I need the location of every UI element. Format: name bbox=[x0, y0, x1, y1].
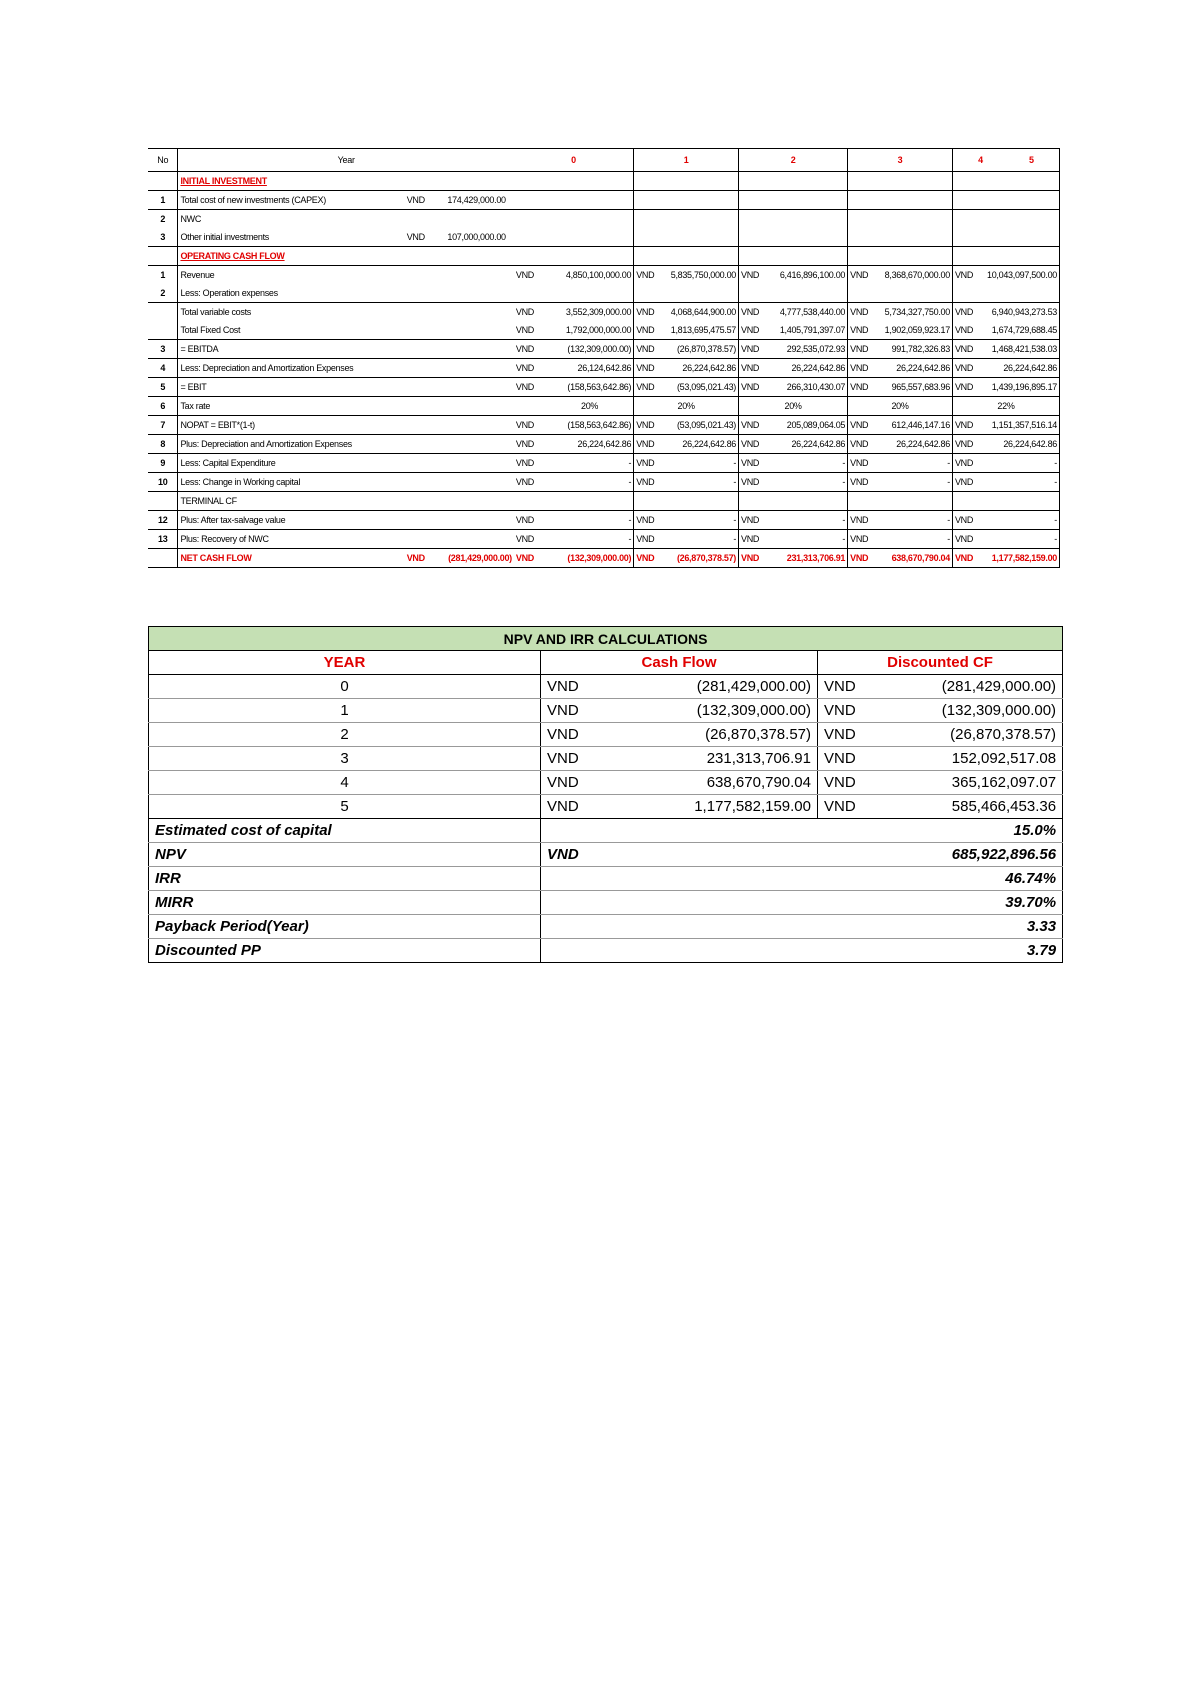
year-4: 4 bbox=[978, 155, 983, 165]
row-other-initial: 3 Other initial investments VND 107,000,000.00 bbox=[148, 228, 1060, 247]
row-label: Less: Capital Expenditure bbox=[178, 454, 514, 473]
year-5: 5 bbox=[1029, 155, 1034, 165]
row-label: Total variable costs bbox=[178, 303, 514, 322]
row-label: Plus: Recovery of NWC bbox=[178, 530, 514, 549]
payback-label: Payback Period(Year) bbox=[149, 915, 541, 939]
discounted-pp-value: 3.79 bbox=[541, 939, 1063, 963]
row-ebitda: 3 = EBITDA VND (132,309,000.00) VND (26,870,378.57) VND 292,535,072.93 VND 991,782,326.83 VND 1,468,421,538.03 bbox=[148, 340, 1060, 359]
row-nopat: 7 NOPAT = EBIT*(1-t) VND (158,563,642.86) VND (53,095,021.43) VND 205,089,064.05 VND 612,446,147.16 VND 1,151,357,516.14 bbox=[148, 416, 1060, 435]
row-depreciation: 4 Less: Depreciation and Amortization Expenses VND 26,124,642.86 VND 26,224,642.86 VND 26,224,642.86 VND 26,224,642.86 VND 26,224,642.86 bbox=[148, 359, 1060, 378]
year-0: 0 bbox=[514, 149, 634, 172]
section-label: OPERATING CASH FLOW bbox=[178, 247, 634, 266]
row-label: Less: Operation expenses bbox=[180, 288, 278, 298]
row-label: = EBITDA bbox=[178, 340, 514, 359]
col-discounted-header: Discounted CF bbox=[818, 651, 1063, 675]
row-tax-rate: 6 Tax rate 20% 20% 20% 20% 22% bbox=[148, 397, 1060, 416]
npv-row-year-3: 3 VND 231,313,706.91 VND 152,092,517.08 bbox=[149, 747, 1063, 771]
row-label: Plus: After tax-salvage value bbox=[178, 511, 514, 530]
row-label: Revenue bbox=[178, 266, 514, 285]
row-plus-depreciation: 8 Plus: Depreciation and Amortization Expenses VND 26,224,642.86 VND 26,224,642.86 VND 26,224,642.86 VND 26,224,642.86 VND 26,224,642.86 bbox=[148, 435, 1060, 454]
col-year-header: YEAR bbox=[149, 651, 541, 675]
npv-value: 685,922,896.56 bbox=[631, 843, 1063, 867]
npv-row-year-2: 2 VND (26,870,378.57) VND (26,870,378.57) bbox=[149, 723, 1063, 747]
irr-value: 46.74% bbox=[541, 867, 1063, 891]
row-label: Plus: Depreciation and Amortization Expenses bbox=[178, 435, 514, 454]
row-label: NET CASH FLOW bbox=[178, 549, 405, 568]
npv-irr-table bbox=[148, 626, 1063, 963]
mirr-row bbox=[149, 891, 1063, 915]
row-capex: 1 Total cost of new investments (CAPEX) VND 174,429,000.00 bbox=[148, 191, 1060, 210]
unit: VND bbox=[406, 232, 425, 242]
cost-of-capital-value: 15.0% bbox=[541, 819, 1063, 843]
npv-row-year-0: 0 VND (281,429,000.00) VND (281,429,000.00) bbox=[149, 675, 1063, 699]
section-initial-investment bbox=[148, 172, 1060, 191]
npv-label: NPV bbox=[149, 843, 541, 867]
sheet-header-row bbox=[148, 149, 1060, 172]
year-3: 3 bbox=[848, 149, 953, 172]
row-salvage: 12 Plus: After tax-salvage value VND - VND - VND - VND - VND - bbox=[148, 511, 1060, 530]
col-no: No bbox=[148, 149, 178, 172]
row-revenue: 1 Revenue VND 4,850,100,000.00 VND 5,835,750,000.00 VND 6,416,896,100.00 VND 8,368,670,000.00 VND 10,043,097,500.00 bbox=[148, 266, 1060, 285]
irr-row bbox=[149, 867, 1063, 891]
row-label: NWC bbox=[178, 210, 405, 229]
npv-column-header bbox=[149, 651, 1063, 675]
mirr-value: 39.70% bbox=[541, 891, 1063, 915]
row-variable-costs: Total variable costs VND 3,552,309,000.00 VND 4,068,644,900.00 VND 4,777,538,440.00 VND 5,734,327,750.00 VND 6,940,943,273.53 bbox=[148, 303, 1060, 322]
row-label: Total cost of new investments (CAPEX) bbox=[178, 191, 405, 210]
payback-row bbox=[149, 915, 1063, 939]
row-net-cash-flow: NET CASH FLOW VND (281,429,000.00) VND (132,309,000.00) VND (26,870,378.57) VND 231,313,706.91 VND 638,670,790.04 VND 1,177,582,159.00 bbox=[148, 549, 1060, 568]
unit: VND bbox=[405, 191, 446, 210]
npv-row-year-5: 5 VND 1,177,582,159.00 VND 585,466,453.36 bbox=[149, 795, 1063, 819]
row-label: = EBIT bbox=[178, 378, 514, 397]
row-ebit: 5 = EBIT VND (158,563,642.86) VND (53,095,021.43) VND 266,310,430.07 VND 965,557,683.96 VND 1,439,196,895.17 bbox=[148, 378, 1060, 397]
value-y0: 107,000,000.00 bbox=[447, 232, 506, 242]
row-label: Total Fixed Cost bbox=[180, 325, 241, 335]
npv-result-row bbox=[149, 843, 1063, 867]
row-terminal-cf bbox=[148, 492, 1060, 511]
col-year: Year bbox=[178, 149, 514, 172]
npv-row-year-4: 4 VND 638,670,790.04 VND 365,162,097.07 bbox=[149, 771, 1063, 795]
row-label: Other initial investments bbox=[180, 232, 269, 242]
npv-title-row bbox=[149, 627, 1063, 651]
value-y0: (281,429,000.00) bbox=[445, 549, 514, 568]
discounted-pp-row bbox=[149, 939, 1063, 963]
npv-title: NPV AND IRR CALCULATIONS bbox=[149, 627, 1063, 651]
section-label: TERMINAL CF bbox=[178, 492, 634, 511]
row-operation-expenses: 2 Less: Operation expenses bbox=[148, 284, 1060, 303]
row-capital-expenditure: 9 Less: Capital Expenditure VND - VND - VND - VND - VND - bbox=[148, 454, 1060, 473]
section-label: INITIAL INVESTMENT bbox=[180, 176, 267, 186]
section-operating-cash-flow bbox=[148, 247, 1060, 266]
row-label: Less: Depreciation and Amortization Expenses bbox=[178, 359, 514, 378]
cost-of-capital-label: Estimated cost of capital bbox=[149, 819, 541, 843]
year-1: 1 bbox=[634, 149, 739, 172]
mirr-label: MIRR bbox=[149, 891, 541, 915]
row-label: Tax rate bbox=[178, 397, 546, 416]
cost-of-capital-row bbox=[149, 819, 1063, 843]
row-fixed-cost: Total Fixed Cost VND 1,792,000,000.00 VND 1,813,695,475.57 VND 1,405,791,397.07 VND 1,902,059,923.17 VND 1,674,729,688.45 bbox=[148, 321, 1060, 340]
row-label: NOPAT = EBIT*(1-t) bbox=[178, 416, 514, 435]
npv-row-year-1: 1 VND (132,309,000.00) VND (132,309,000.00) bbox=[149, 699, 1063, 723]
npv-unit: VND bbox=[541, 843, 631, 867]
payback-value: 3.33 bbox=[541, 915, 1063, 939]
year-4-5 bbox=[952, 149, 1059, 172]
discounted-pp-label: Discounted PP bbox=[149, 939, 541, 963]
col-cash-flow-header: Cash Flow bbox=[541, 651, 818, 675]
row-change-working-capital: 10 Less: Change in Working capital VND - VND - VND - VND - VND - bbox=[148, 473, 1060, 492]
row-label: Less: Change in Working capital bbox=[178, 473, 514, 492]
year-2: 2 bbox=[739, 149, 848, 172]
irr-label: IRR bbox=[149, 867, 541, 891]
row-nwc: 2 NWC bbox=[148, 210, 1060, 229]
value-y0: 174,429,000.00 bbox=[445, 191, 633, 210]
row-recovery-nwc: 13 Plus: Recovery of NWC VND - VND - VND - VND - VND - bbox=[148, 530, 1060, 549]
cash-flow-sheet bbox=[148, 148, 1060, 568]
